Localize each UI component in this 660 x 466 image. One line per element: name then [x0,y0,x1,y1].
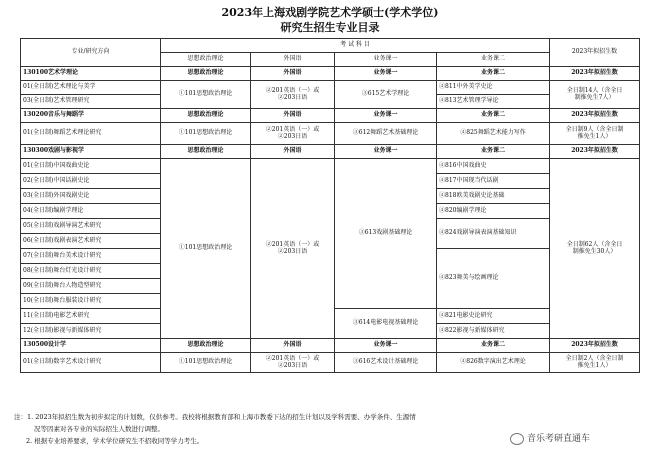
section-header-quota: 2023年拟招生数 [550,339,640,353]
course2-subject: ④826数字演出艺术理论 [437,353,550,373]
note-1: 注：1. 2023年拟招生数为初步拟定的计划数，仅供参考。我校将根据教育部和上海市教委下达的招生计划以及学科需要、办学条件、生源情 [14,413,416,421]
header-course2: 业务课二 [437,53,550,67]
direction: 04(全日制)编剧学理论 [21,204,161,219]
section-header-foreign: 外国语 [251,109,335,123]
course1-subject: ③612舞蹈艺术基础理论 [335,123,437,145]
section-header-politics: 思想政治理论 [161,145,251,159]
note-2: 2. 根据专业培养要求，学术学位研究生不招收同等学力考生。 [26,437,204,445]
politics-subject: ①101思想政治理论 [161,81,251,109]
section-header-foreign: 外国语 [251,145,335,159]
section-header-politics: 思想政治理论 [161,339,251,353]
direction: 12(全日制)影视与新媒体研究 [21,324,161,339]
section-header-course2: 业务课二 [437,339,550,353]
course2-subject: ④822影视与新媒体研究 [437,324,550,339]
direction: 11(全日制)电影艺术研究 [21,309,161,324]
course2-subject: ④816中国戏曲史 [437,159,550,174]
header-major: 专业/研究方向 [21,39,161,67]
section-header-course1: 业务课一 [335,67,437,81]
header-foreign: 外国语 [251,53,335,67]
direction: 06(全日制)戏剧表演艺术研究 [21,234,161,249]
course2-subject: ④813艺术管理学导论 [437,95,550,109]
course1-subject: ③614电影电视基础理论 [335,309,437,339]
section-header-course1: 业务课一 [335,109,437,123]
foreign-subject: ②201英语（一）或 ②203日语 [251,81,335,109]
course2-subject: ④811中外美学史论 [437,81,550,95]
course2-subject: ④820编剧学理论 [437,204,550,219]
section-header-quota: 2023年拟招生数 [550,109,640,123]
section-code: 130500设计学 [21,339,161,353]
quota-value: 全日制9人（含全日制 推免生1人） [550,123,640,145]
direction: 07(全日制)舞台美术设计研究 [21,249,161,264]
section-header-course2: 业务课二 [437,109,550,123]
wechat-icon [510,433,524,445]
direction: 01(全日制)数字艺术设计研究 [21,353,161,373]
header-politics: 思想政治理论 [161,53,251,67]
course2-subject: ④817中国现当代话剧 [437,174,550,189]
page-subtitle: 研究生招生专业目录 [280,21,380,34]
politics-subject: ①101思想政治理论 [161,123,251,145]
catalog-table [20,38,640,373]
watermark-text: 音乐考研直通车 [527,434,591,444]
direction: 01(全日制)艺术理论与美学 [21,81,161,95]
direction: 01(全日制)中国戏曲史论 [21,159,161,174]
course1-subject: ③613戏剧基础理论 [335,159,437,309]
section-header-course1: 业务课一 [335,145,437,159]
course1-subject: ③616艺术设计基础理论 [335,353,437,373]
direction: 10(全日制)舞台服装设计研究 [21,294,161,309]
politics-subject: ①101思想政治理论 [161,159,251,339]
section-header-quota: 2023年拟招生数 [550,145,640,159]
course1-subject: ③615艺术学理论 [335,81,437,109]
direction: 03(全日制)外国戏剧史论 [21,189,161,204]
section-header-course2: 业务课二 [437,67,550,81]
section-header-course1: 业务课一 [335,339,437,353]
course2-subject: ④818欧美戏剧史论基础 [437,189,550,204]
course2-subject: ④821电影史论研究 [437,309,550,324]
course2-subject: ④824戏剧导演表演基础知识 [437,219,550,249]
direction: 03(全日制)艺术管理研究 [21,95,161,109]
section-header-politics: 思想政治理论 [161,67,251,81]
section-header-politics: 思想政治理论 [161,109,251,123]
quota-value: 全日制14人（含全日 制推免生7人） [550,81,640,109]
direction: 05(全日制)戏剧导演艺术研究 [21,219,161,234]
politics-subject: ①101思想政治理论 [161,353,251,373]
section-header-course2: 业务课二 [437,145,550,159]
direction: 02(全日制)中国话剧史论 [21,174,161,189]
course2-subject: ④825舞蹈艺术能力写作 [437,123,550,145]
header-course1: 业务课一 [335,53,437,67]
foreign-subject: ②201英语（一）或 ②203日语 [251,159,335,339]
section-header-foreign: 外国语 [251,67,335,81]
note-1-continued: 况等因素对各专业的实际招生人数进行调整。 [34,425,164,433]
section-header-quota: 2023年拟招生数 [550,67,640,81]
quota-value: 全日制2人（含全日制 推免生1人） [550,353,640,373]
section-header-foreign: 外国语 [251,339,335,353]
footnotes [14,411,554,447]
direction: 08(全日制)舞台灯光设计研究 [21,264,161,279]
quota-value: 全日制62人（含全日 制推免生30人） [550,159,640,339]
section-code: 130100艺术学理论 [21,67,161,81]
section-code: 130200音乐与舞蹈学 [21,109,161,123]
direction: 09(全日制)舞台人物造型研究 [21,279,161,294]
page-title: 2023年上海戏剧学院艺术学硕士(学术学位) [221,6,439,19]
course2-subject: ④823舞美与绘画理论 [437,249,550,309]
direction: 01(全日制)舞蹈艺术理论研究 [21,123,161,145]
header-exam-subjects: 考 试 科 目 [161,39,550,53]
foreign-subject: ②201英语（一）或 ②203日语 [251,123,335,145]
watermark [510,431,590,445]
header-quota: 2023年拟招生数 [550,39,640,67]
foreign-subject: ②201英语（一）或 ②203日语 [251,353,335,373]
section-code: 130300戏剧与影视学 [21,145,161,159]
